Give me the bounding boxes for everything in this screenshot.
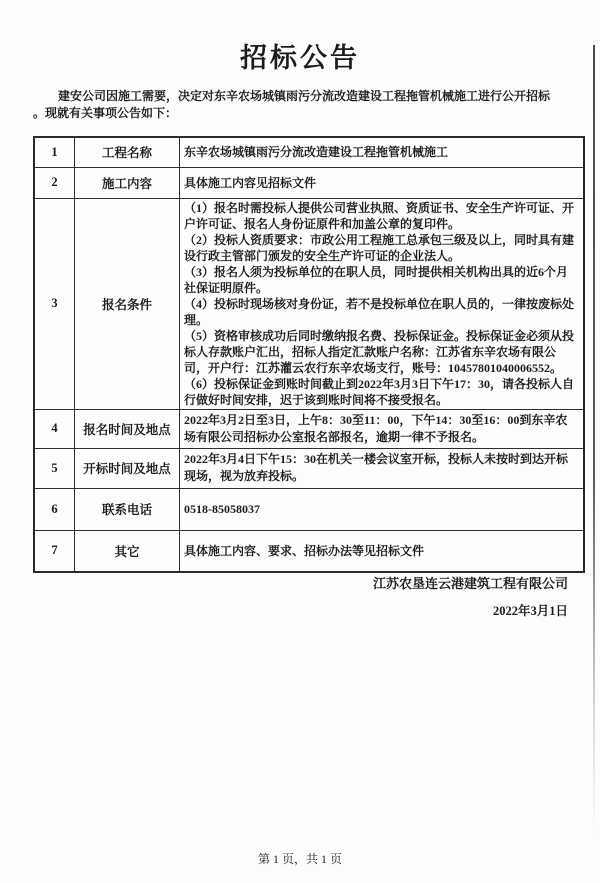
- condition-item: （5）资格审核成功后同时缴纳报名费、投标保证金。投标保证金必须从投标人存款账户汇出，招标人指定汇款账户名称：江苏省东辛农场有限公司，开户行：江苏灌云农行东辛农场支行，账号：10457801040006552。: [184, 328, 575, 375]
- condition-item: （6）投标保证金到账时间截止到2022年3月3日下午17：30，请各投标人自行做好时间安排，迟于该到账时间将不接受报名。: [184, 376, 575, 407]
- page-number-footer: 第 1 页，共 1 页: [257, 852, 342, 866]
- row-number: 1: [34, 137, 75, 167]
- condition-item: （3）报名人须为投标单位的在职人员，同时提供相关机构出具的近6个月社保证明原件。: [184, 264, 569, 295]
- row-content: 具体施工内容见招标文件: [180, 167, 585, 198]
- tender-info-table: [33, 136, 585, 573]
- issuer-signature: 江苏农垦连云港建筑工程有限公司: [372, 576, 568, 591]
- row-content: [180, 198, 585, 409]
- row-content: 东辛农场城镇雨污分流改造建设工程拖管机械施工: [180, 137, 585, 167]
- row-number: 6: [34, 488, 75, 530]
- table-row: [34, 530, 584, 572]
- row-label: 报名时间及地点: [75, 409, 180, 448]
- intro-line-2: 。现就有关事项公告如下：: [33, 106, 178, 120]
- row-number: 5: [34, 448, 75, 488]
- scan-artifact-line: [593, 45, 595, 835]
- row-label: 开标时间及地点: [75, 448, 180, 488]
- condition-item: （2）投标人资质要求：市政公用工程施工总承包三级及以上，同时具有建设行政主管部门颁发的安全生产许可证的企业法人。: [184, 232, 575, 263]
- condition-item: （4）投标时现场核对身份证，若不是投标单位在职人员的，一律按废标处理。: [184, 296, 575, 327]
- row-label: 联系电话: [75, 488, 180, 530]
- row-number: 3: [34, 198, 75, 409]
- row-content: 2022年3月2日至3日，上午8：30至11：00，下午14：30至16：00到东辛农场有限公司招标办公室报名部报名，逾期一律不予报名。: [180, 409, 585, 448]
- row-label: 工程名称: [75, 137, 180, 167]
- condition-item: （1）报名时需投标人提供公司营业执照、资质证书、安全生产许可证、开户许可证、报名人身份证原件和加盖公章的复印件。: [184, 200, 575, 231]
- table-row: [34, 167, 584, 198]
- row-content: 2022年3月4日下午15：30在机关一楼会议室开标，投标人未按时到达开标现场，视为放弃投标。: [180, 448, 585, 488]
- table-row: [34, 198, 584, 409]
- table-row: [34, 137, 584, 167]
- row-number: 7: [34, 530, 75, 572]
- row-label: 其它: [75, 530, 180, 572]
- issue-date: 2022年3月1日: [492, 604, 568, 618]
- row-number: 2: [34, 167, 75, 198]
- row-label: 报名条件: [75, 198, 180, 409]
- intro-line-1: 建安公司因施工需要，决定对东辛农场城镇雨污分流改造建设工程拖管机械施工进行公开招标: [58, 89, 551, 103]
- row-label: 施工内容: [75, 167, 180, 198]
- row-number: 4: [34, 409, 75, 448]
- document-title: 招标公告: [240, 43, 360, 73]
- table-row: [34, 448, 584, 488]
- intro-paragraph: [33, 88, 570, 122]
- table-row: [34, 409, 584, 448]
- row-content: 0518-85058037: [180, 488, 585, 530]
- table-row: [34, 488, 584, 530]
- row-content: 具体施工内容、要求、招标办法等见招标文件: [180, 530, 585, 572]
